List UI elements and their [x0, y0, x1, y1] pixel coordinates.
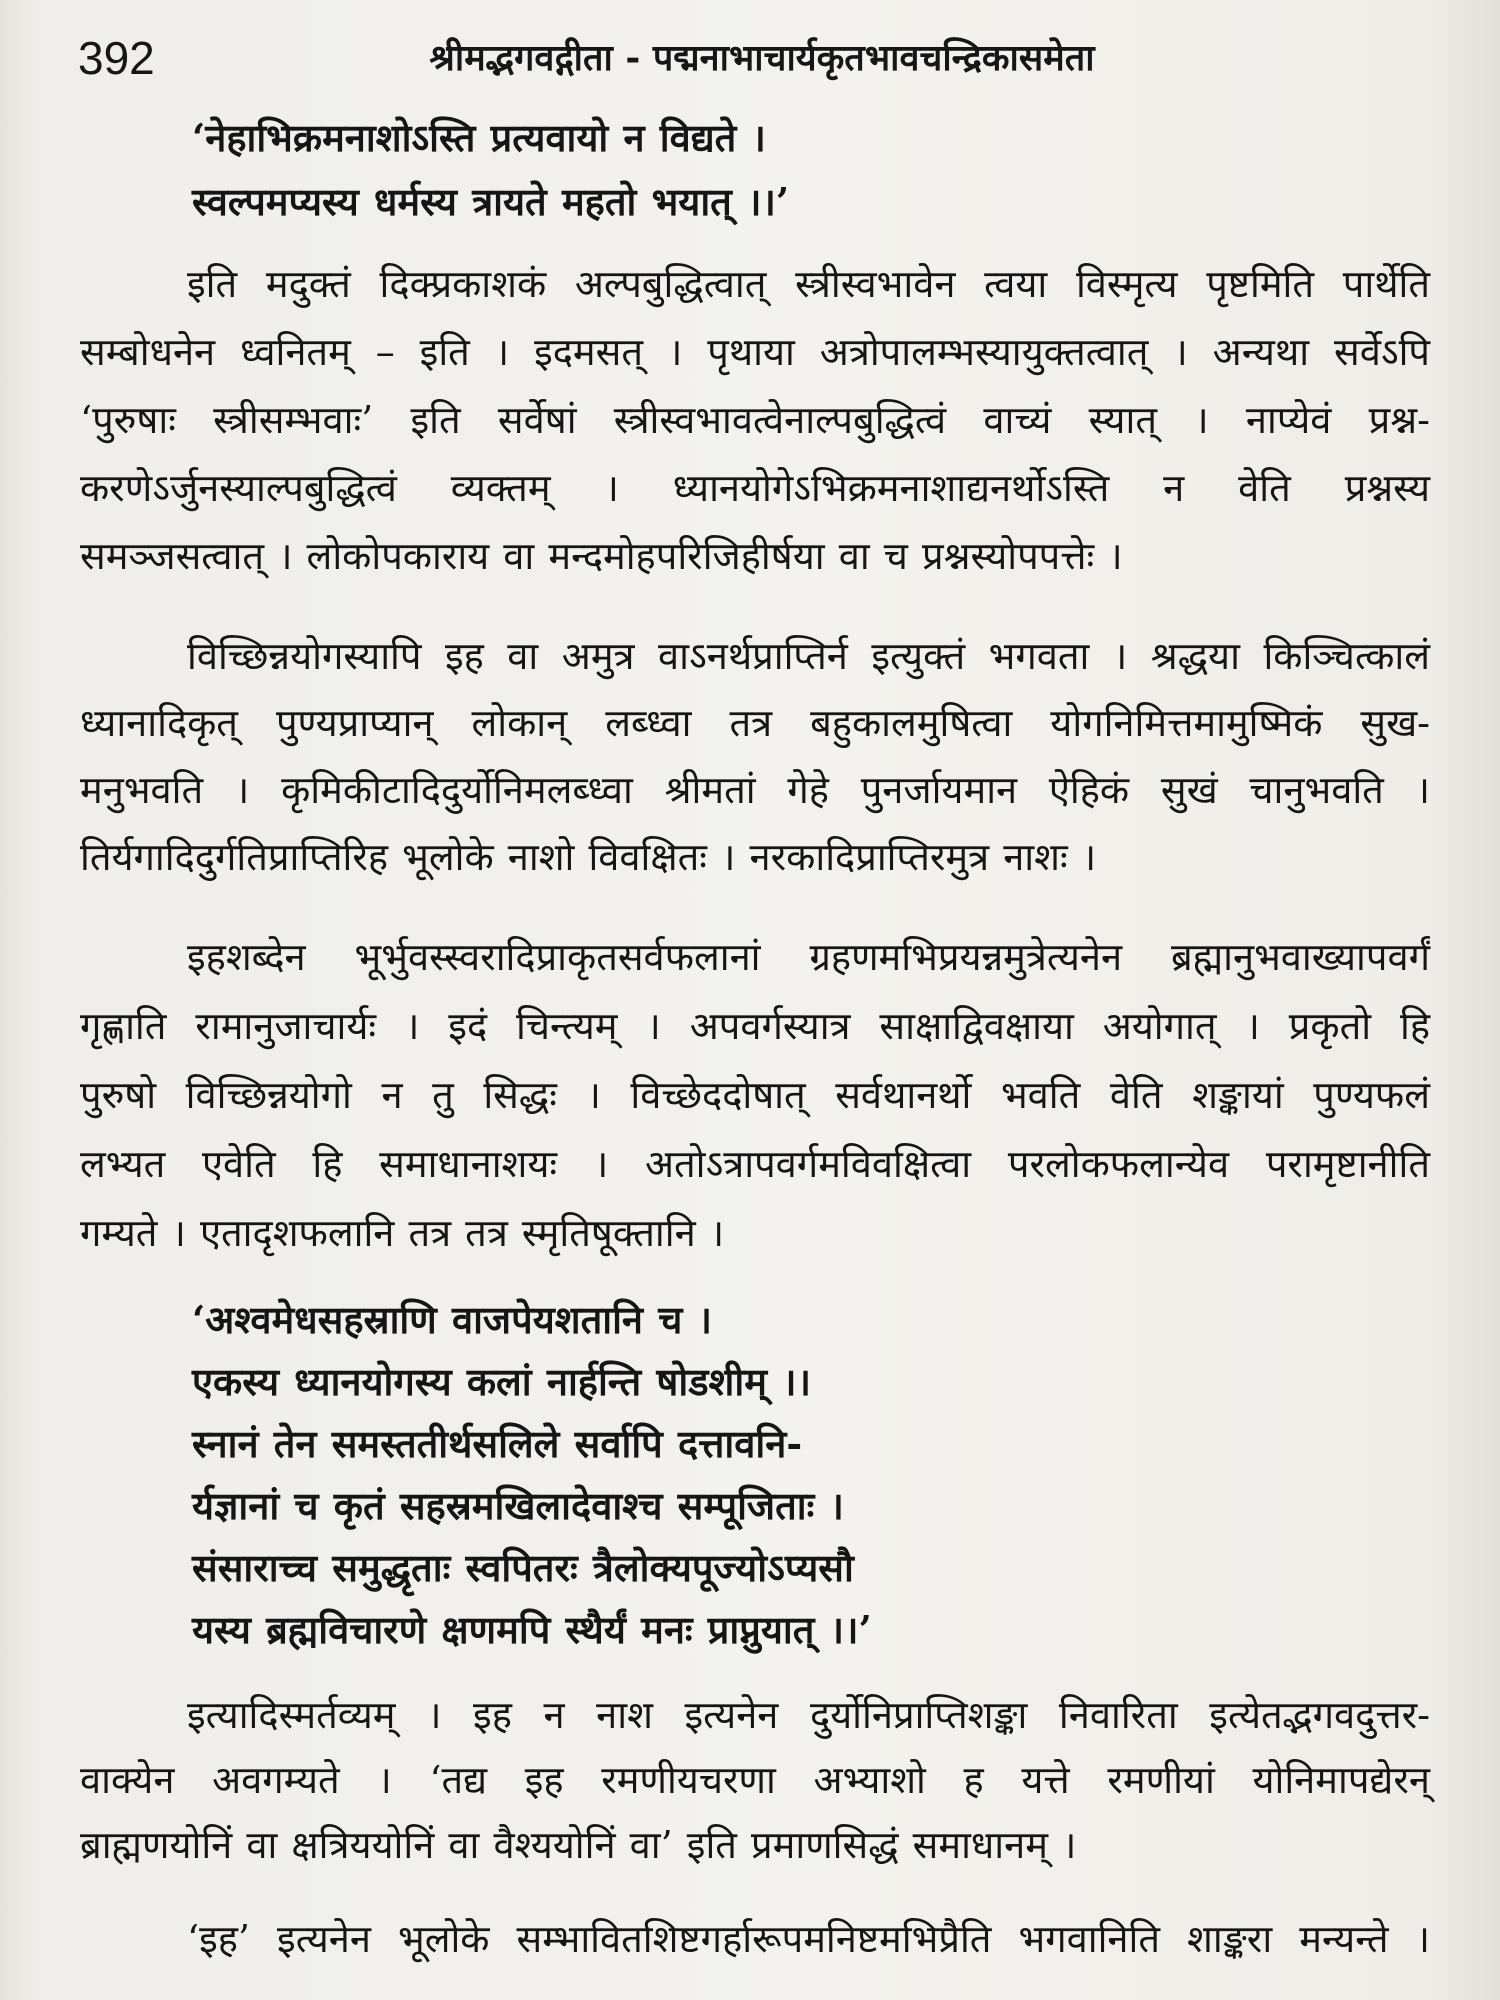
verse-line: स्नानं तेन समस्ततीर्थसलिले सर्वापि दत्तावनि-: [192, 1421, 803, 1466]
paragraph-line: लभ्यत एवेति हि समाधानाशयः । अतोऽत्रापवर्गमविवक्षित्वा परलोकफलान्येव परामृष्टानीति: [80, 1142, 1430, 1186]
paragraph-line: ‘पुरुषाः स्त्रीसम्भवाः’ इति सर्वेषां स्त्रीस्वभावत्वेनाल्पबुद्धित्वं वाच्यं स्यात् । नाप्येवं प्रश्न-: [80, 398, 1430, 442]
paragraph: [80, 250, 1430, 590]
paragraph-line: इति मदुक्तं दिक्प्रकाशकं अल्पबुद्धित्वात् स्त्रीस्वभावेन त्वया विस्मृत्य पृष्टमिति पार्थेति: [187, 262, 1430, 306]
running-header-title: श्रीमद्भगवद्गीता - पद्मनाभाचार्यकृतभावचन्द्रिकासमेता: [429, 37, 1095, 79]
paragraph-line: इहशब्देन भूर्भुवस्स्वरादिप्राकृतसर्वफलानां ग्रहणमभिप्रयन्नमुत्रेत्यनेन ब्रह्मानुभवाख्यापवर्गं: [187, 935, 1430, 979]
paragraph-line: करणेऽर्जुनस्याल्पबुद्धित्वं व्यक्तम् । ध्यानयोगेऽभिक्रमनाशाद्यनर्थोऽस्ति न वेति प्रश्नस्य: [80, 466, 1430, 510]
verse-block: [192, 106, 1392, 234]
verse-block: [192, 1289, 1392, 1661]
verse-line: ‘अश्वमेधसहस्राणि वाजपेयशतानि च ।: [192, 1297, 713, 1342]
paragraph-line: ब्राह्मणयोनिं वा क्षत्रिययोनिं वा वैश्ययोनिं वा’ इति प्रमाणसिद्धं समाधानम् ।: [80, 1823, 1077, 1867]
paragraph: [80, 1906, 1430, 1972]
paragraph-line: सम्बोधनेन ध्वनितम् – इति । इदमसत् । पृथाया अत्रोपालम्भस्यायुक्तत्वात् । अन्यथा सर्वेऽपि: [80, 330, 1430, 374]
verse-line: एकस्य ध्यानयोगस्य कलां नार्हन्ति षोडशीम् ।।: [192, 1359, 811, 1404]
paragraph-line: इत्यादिस्मर्तव्यम् । इह न नाश इत्यनेन दुर्योनिप्राप्तिशङ्का निवारिता इत्येतद्भगवदुत्तर-: [187, 1693, 1430, 1737]
paragraph-line: गम्यते । एतादृशफलानि तत्र तत्र स्मृतिषूक्तानि ।: [80, 1211, 725, 1255]
paragraph: [80, 923, 1430, 1268]
paragraph-line: समञ्जसत्वात् । लोकोपकाराय वा मन्दमोहपरिजिहीर्षया वा च प्रश्नस्योपपत्तेः ।: [80, 534, 1123, 578]
paragraph-line: मनुभवति । कृमिकीटादिदुर्योनिमलब्ध्वा श्रीमतां गेहे पुनर्जायमान ऐहिकं सुखं चानुभवति ।: [80, 768, 1430, 812]
paragraph-line: विच्छिन्नयोगस्यापि इह वा अमुत्र वाऽनर्थप्राप्तिर्न इत्युक्तं भगवता । श्रद्धया किञ्चित्कालं: [187, 634, 1430, 678]
paragraph-line: गृह्णाति रामानुजाचार्यः । इदं चिन्त्यम् । अपवर्गस्यात्र साक्षाद्विवक्षाया अयोगात् । प्रकृतो हि: [80, 1004, 1430, 1048]
paragraph-line: ‘इह’ इत्यनेन भूलोके सम्भावितशिष्टगर्हारूपमनिष्टमभिप्रैति भगवानिति शाङ्करा मन्यन्ते ।: [187, 1917, 1430, 1961]
verse-line: र्यज्ञानां च कृतं सहस्रमखिलादेवाश्च सम्पूजिताः ।: [192, 1483, 844, 1528]
paragraph-line: पुरुषो विच्छिन्नयोगो न तु सिद्धः । विच्छेददोषात् सर्वथानर्थो भवति वेति शङ्कायां पुण्यफलं: [80, 1073, 1430, 1117]
verse-line: यस्य ब्रह्मविचारणे क्षणमपि स्थैर्यं मनः प्राप्नुयात् ।।’: [192, 1607, 872, 1652]
paragraph-line: वाक्येन अवगम्यते । ‘तद्य इह रमणीयचरणा अभ्याशो ह यत्ते रमणीयां योनिमापद्येरन्: [80, 1758, 1430, 1802]
verse-line: संसाराच्च समुद्धृताः स्वपितरः त्रैलोक्यपूज्योऽप्यसौ: [192, 1545, 854, 1590]
paragraph-line: तिर्यगादिदुर्गतिप्राप्तिरिह भूलोके नाशो विवक्षितः । नरकादिप्राप्तिरमुत्र नाशः ।: [80, 835, 1097, 879]
paragraph: [80, 1683, 1430, 1878]
page-number: 392: [78, 32, 155, 84]
verse-line: स्वल्पमप्यस्य धर्मस्य त्रायते महतो भयात् ।।’: [192, 179, 790, 224]
paragraph-line: ध्यानादिकृत् पुण्यप्राप्यान् लोकान् लब्ध्वा तत्र बहुकालमुषित्वा योगनिमित्तमामुष्मिकं सुख-: [80, 701, 1430, 745]
paragraph: [80, 623, 1430, 891]
verse-line: ‘नेहाभिक्रमनाशोऽस्ति प्रत्यवायो न विद्यते ।: [192, 115, 766, 160]
